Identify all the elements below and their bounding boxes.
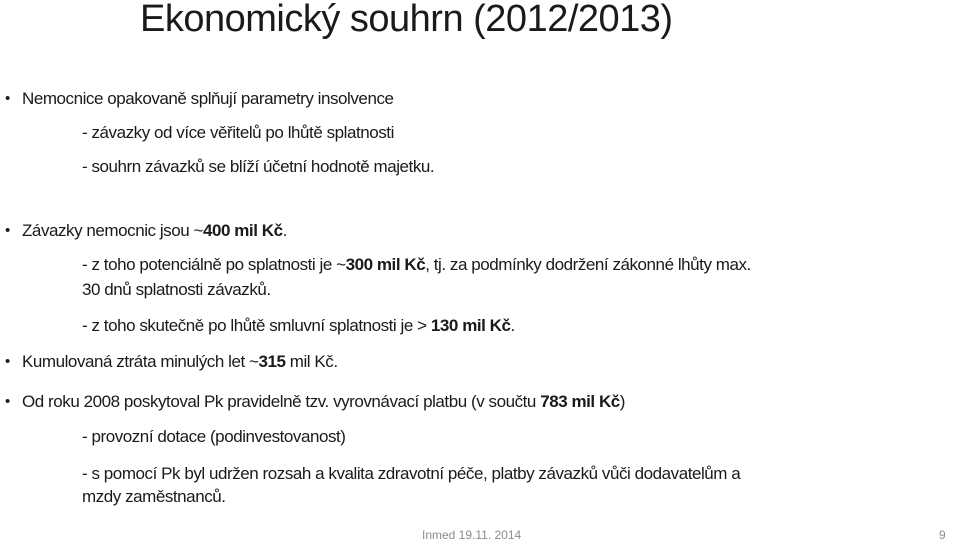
text: . (282, 221, 287, 240)
text: Nemocnice opakovaně splňují parametry insolvence (22, 89, 394, 108)
text: Kumulovaná ztráta minulých let ~ (22, 352, 259, 371)
text: , tj. za podmínky dodržení zákonné lhůty max. (425, 255, 751, 274)
sub-item (82, 463, 740, 485)
bullet-icon: • (5, 222, 11, 239)
text: - z toho skutečně po lhůtě smluvní splatnosti je > (82, 316, 431, 335)
sub-item (82, 156, 434, 178)
sub-item-continuation (82, 486, 226, 508)
text: ) (619, 392, 626, 411)
bullet-text (22, 220, 287, 242)
text: - závazky od více věřitelů po lhůtě splatnosti (82, 123, 394, 142)
sub-item (82, 315, 515, 337)
bold-amount: 400 mil Kč (202, 221, 283, 240)
bullet-text (22, 351, 338, 373)
text: Závazky nemocnic jsou ~ (22, 221, 203, 240)
text: Od roku 2008 poskytoval Pk pravidelně tzv. vyrovnávací platbu (v součtu (22, 392, 541, 411)
bullet-icon: • (5, 393, 11, 410)
bold-amount: 783 mil Kč (540, 392, 620, 411)
slide-title: Ekonomický souhrn (2012/2013) (140, 0, 673, 40)
sub-item (82, 122, 394, 144)
sub-item (82, 254, 751, 276)
text: mil Kč. (285, 352, 338, 371)
footer-text: Inmed 19.11. 2014 (422, 528, 522, 542)
text: - z toho potenciálně po splatnosti je ~ (82, 255, 346, 274)
bullet-text (22, 88, 394, 110)
sub-item (82, 426, 346, 448)
bold-amount: 300 mil Kč (345, 255, 426, 274)
bullet-icon: • (5, 90, 11, 107)
text: - souhrn závazků se blíží účetní hodnotě majetku. (82, 157, 435, 176)
text: mzdy zaměstnanců. (82, 487, 226, 506)
text: - s pomocí Pk byl udržen rozsah a kvalita zdravotní péče, platby závazků vůči dodavatelům a (82, 464, 741, 483)
text: . (510, 316, 515, 335)
sub-item-continuation (82, 279, 271, 301)
bullet-icon: • (5, 353, 11, 370)
bold-amount: 315 (258, 352, 286, 371)
bullet-text (22, 391, 625, 413)
page-number: 9 (939, 528, 946, 542)
bold-amount: 130 mil Kč (430, 316, 511, 335)
text: - provozní dotace (podinvestovanost) (82, 427, 346, 446)
text: 30 dnů splatnosti závazků. (82, 280, 271, 299)
